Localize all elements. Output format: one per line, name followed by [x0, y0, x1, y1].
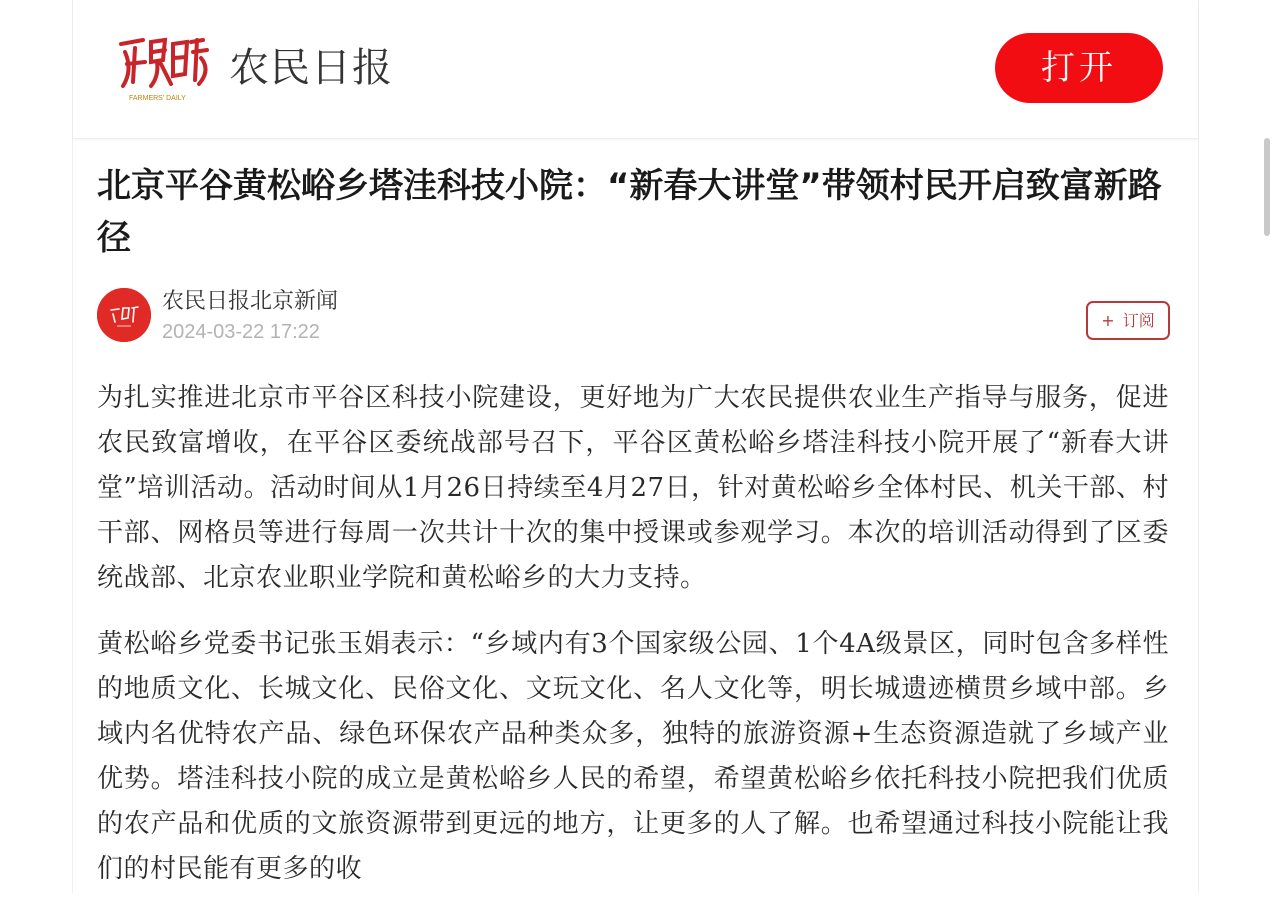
logo-subtitle: FARMERS' DAILY — [129, 95, 186, 102]
logo-name: 农民日报 — [229, 45, 393, 91]
open-app-button[interactable]: 打开 — [995, 33, 1163, 103]
author-avatar[interactable] — [97, 288, 151, 342]
farmers-daily-logo — [113, 30, 213, 108]
author-name[interactable]: 农民日报北京新闻 — [162, 289, 339, 314]
paragraph-1: 为扎实推进北京市平谷区科技小院建设，更好地为广大农民提供农业生产指导与服务，促进农民致富增收，在平谷区委统战部号召下，平谷区黄松峪乡塔洼科技小院开展了“新春大讲堂”培训活动。活动时间从1月26日持续至4月27日，针对黄松峪乡全体村民、机关干部、村干部、网格员等进行每周一次共计十次的集中授课或参观学习。本次的培训活动得到了区委统战部、北京农业职业学院和黄松峪乡的大力支持。 — [97, 383, 1169, 593]
article-title: 北京平谷黄松峪乡塔洼科技小院：“新春大讲堂”带领村民开启致富新路径 — [97, 166, 1162, 258]
app-header — [73, 0, 1198, 139]
publish-time: 2024-03-22 17:22 — [162, 321, 320, 343]
subscribe-button[interactable] — [1086, 301, 1170, 340]
paragraph-2: 黄松峪乡党委书记张玉娟表示：“乡域内有3个国家级公园、1个4A级景区，同时包含多样性的地质文化、长城文化、民俗文化、文玩文化、名人文化等，明长城遗迹横贯乡域中部。乡域内名优特农产品、绿色环保农产品种类众多，独特的旅游资源+生态资源造就了乡域产业优势。塔洼科技小院的成立是黄松峪乡人民的希望，希望黄松峪乡依托科技小院把我们优质的农产品和优质的文旅资源带到更远的地方，让更多的人了解。也希望通过科技小院能让我们的村民能有更多的收 — [97, 629, 1169, 884]
scrollbar[interactable] — [1264, 138, 1270, 236]
avatar-logo-icon — [97, 288, 151, 342]
article-page — [72, 0, 1199, 893]
article-body — [97, 376, 1169, 913]
subscribe-label: 订阅 — [1122, 311, 1155, 330]
plus-icon: + — [1101, 311, 1115, 330]
